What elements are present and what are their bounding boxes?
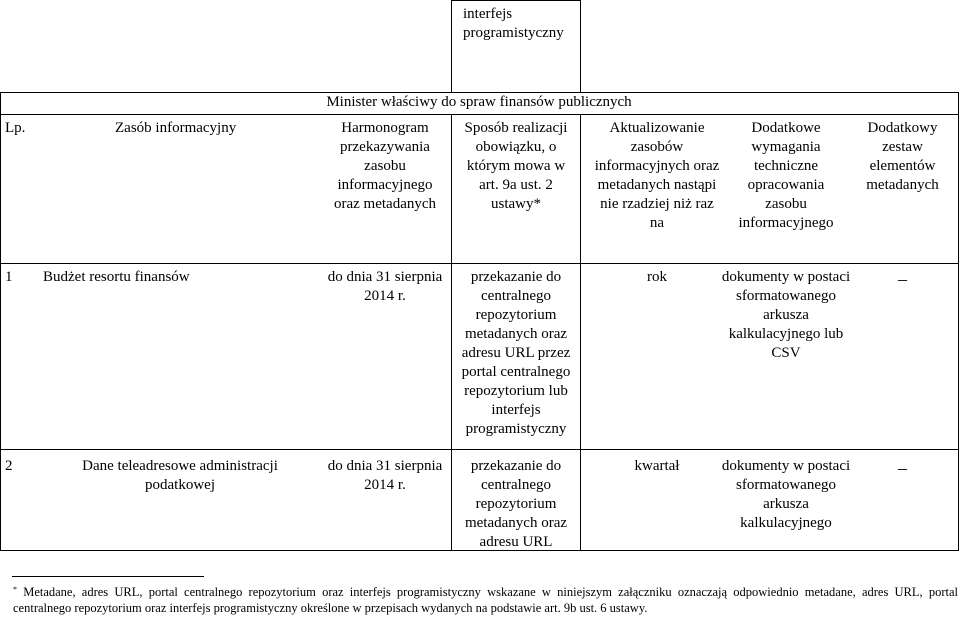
header-method: Sposób realizacji obowiązku, o którym mowa w art. 9a ust. 2 ustawy*: [464, 120, 568, 212]
header-schedule: Harmonogram przekazywania zasobu informacyjnego oraz metadanych: [333, 120, 437, 212]
continuation-cell: interfejs programistyczny: [463, 6, 564, 41]
row2-resource: Dane teleadresowe administracji podatkowej: [82, 458, 278, 493]
row2-lp: 2: [5, 458, 13, 474]
ministry-header: Minister właściwy do spraw finansów publicznych: [326, 94, 632, 110]
right-border: [958, 92, 959, 550]
header-resource: Zasób informacyjny: [115, 120, 237, 136]
col-divider-method-right: [580, 114, 581, 550]
row1-resource: Budżet resortu finansów: [43, 269, 190, 285]
row2-metadata: –: [898, 458, 907, 478]
row2-schedule: do dnia 31 sierpnia 2014 r.: [327, 458, 443, 493]
row1-schedule: do dnia 31 sierpnia 2014 r.: [327, 269, 443, 304]
col-divider-method-left: [451, 114, 452, 550]
footnote-text: Metadane, adres URL, portal centralnego repozytorium oraz interfejs programistyczny wskazane w niniejszym załączniku oznaczają odpowiednio metadane, adres URL, portal centralnego repozytorium oraz interfejs programistyczny określone w przepisach wydanych na podstawie art. 9b ust. 6 ustawy.: [13, 585, 958, 615]
header-technical: Dodatkowe wymagania techniczne opracowania zasobu informacyjnego: [738, 120, 834, 231]
row2-method: przekazanie do centralnego repozytorium metadanych oraz adresu URL: [464, 458, 568, 550]
header-metadata: Dodatkowy zestaw elementów metadanych: [866, 120, 939, 193]
header-bottom-border: [0, 263, 959, 264]
row1-metadata: –: [898, 269, 907, 289]
top-border: [451, 0, 580, 1]
row1-method: przekazanie do centralnego repozytorium metadanych oraz adresu URL przez portal centralnego repozytorium lub interfejs programistyczny: [461, 269, 571, 437]
ministry-bottom-border: [0, 114, 959, 115]
footnote: [13, 584, 958, 616]
continuation-left-border: [451, 0, 452, 92]
row2-update: kwartał: [634, 458, 680, 474]
row1-update: rok: [647, 269, 667, 285]
continuation-right-border: [580, 0, 581, 92]
left-border: [0, 92, 1, 550]
footnote-marker: *: [13, 585, 17, 594]
row1-bottom-border: [0, 449, 959, 450]
row1-technical: dokumenty w postaci sformatowanego arkusza kalkulacyjnego lub CSV: [721, 269, 851, 361]
header-update: Aktualizowanie zasobów informacyjnych oraz metadanych nastąpi nie rzadziej niż raz na: [594, 120, 720, 231]
row1-lp: 1: [5, 269, 13, 285]
footnote-separator: [12, 576, 204, 577]
row2-technical: dokumenty w postaci sformatowanego arkusza kalkulacyjnego: [721, 458, 851, 531]
header-lp: Lp.: [5, 120, 26, 136]
